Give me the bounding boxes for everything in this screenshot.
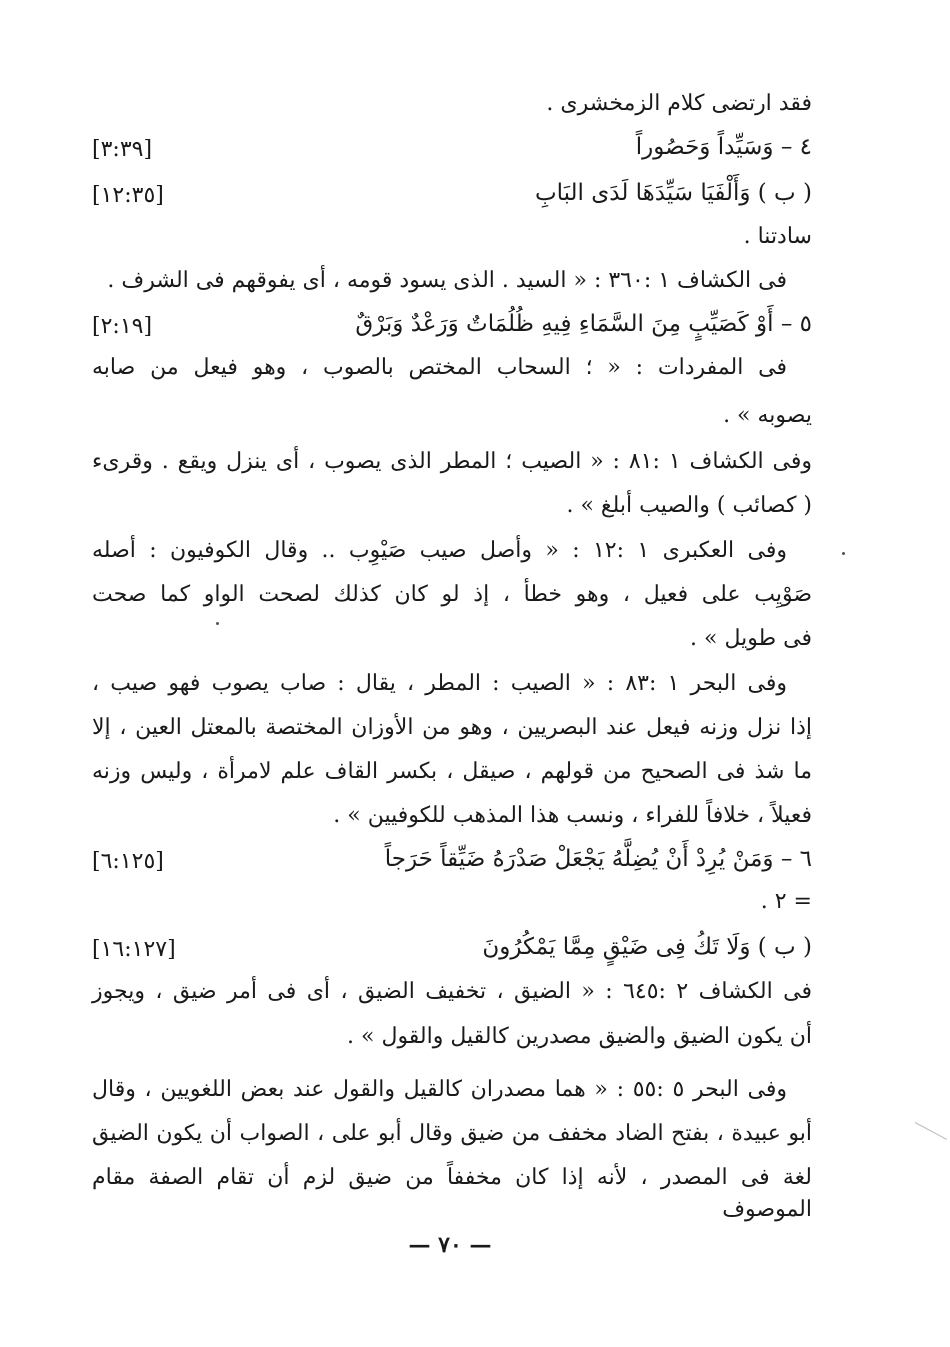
text-line: وفى العكبرى ١ :١٢ : « وأصل صيب صَيْوِب .. وقال الكوفيون : أصله: [92, 538, 788, 563]
text-line: صَوْيِب على فعيل ، وهو خطأ ، إذ لو كان كذلك لصحت الواو كما صحت: [92, 582, 812, 607]
verse-line: ٤ – وَسَيِّداً وَحَصُوراً: [635, 134, 812, 160]
text-line: فى الكشاف ١ :٣٦٠ : « السيد . الذى يسود قومه ، أى يفوقهم فى الشرف .: [107, 268, 787, 293]
verse-line: ( ب ) وَلَا تَكُ فِى ضَيْقٍ مِمَّا يَمْكُرُونَ: [482, 934, 812, 960]
text-line: ما شذ فى الصحيح من قولهم ، صيقل ، بكسر القاف علم لامرأة ، وليس وزنه: [92, 759, 812, 784]
text-line: وفى البحر ٥ :٥٥ : « هما مصدران كالقيل والقول عند بعض اللغويين ، وقال: [92, 1077, 787, 1102]
text-line: فقد ارتضى كلام الزمخشرى .: [546, 91, 812, 116]
text-line: يصوبه » .: [723, 403, 812, 428]
verse-line: ٦ – وَمَنْ يُرِدْ أَنْ يُضِلَّهُ يَجْعَلْ صَدْرَهُ ضَيِّقاً حَرَجاً: [384, 846, 812, 872]
verse-reference: [١٢:٣٥]: [92, 183, 164, 208]
scan-speck: [216, 622, 219, 625]
text-line: سادتنا .: [743, 224, 812, 249]
verse-reference: [٦:١٢٥]: [92, 849, 164, 874]
text-line: وفى البحر ١ :٨٣ : « الصيب : المطر ، يقال : صاب يصوب فهو صيب ،: [92, 671, 787, 696]
text-line: فى الكشاف ٢ :٦٤٥ : « الضيق ، تخفيف الضيق ، أى فى أمر ضيق ، ويجوز: [92, 979, 812, 1004]
text-line: إذا نزل وزنه فيعل عند البصريين ، وهو من الأوزان المختصة بالمعتل العين ، إلا: [92, 715, 812, 740]
verse-line: ( ب ) وَأَلْفَيَا سَيِّدَهَا لَدَى البَابِ: [534, 180, 812, 206]
verse-line: ٥ – أَوْ كَصَيِّبٍ مِنَ السَّمَاءِ فِيهِ ظُلُمَاتٌ وَرَعْدٌ وَبَرْقٌ: [355, 311, 812, 337]
scan-mark: [915, 1122, 947, 1140]
verse-reference: [٢:١٩]: [92, 314, 153, 339]
verse-reference: [٣:٣٩]: [92, 137, 153, 162]
text-line: لغة فى المصدر ، لأنه إذا كان مخففاً من ضيق لزم أن تقام الصفة مقام الموصوف: [92, 1165, 812, 1222]
text-line: فى طويل » .: [690, 626, 812, 651]
text-line: وفى الكشاف ١ :٨١ : « الصيب ؛ المطر الذى يصوب ، أى ينزل ويقع . وقرىء: [92, 449, 812, 474]
text-line: أبو عبيدة ، بفتح الضاد مخفف من ضيق وقال أبو على ، الصواب أن يكون الضيق: [92, 1121, 812, 1146]
text-line: فعيلاً ، خلافاً للفراء ، ونسب هذا المذهب للكوفيين » .: [333, 803, 812, 828]
text-line: ( كصائب ) والصيب أبلغ » .: [566, 493, 812, 518]
page-number: — ٧٠ —: [408, 1232, 492, 1258]
text-line: فى المفردات : « ؛ السحاب المختص بالصوب ، وهو فيعل من صابه: [92, 355, 787, 380]
text-line: = ٢ .: [760, 889, 812, 914]
verse-reference: [١٦:١٢٧]: [92, 937, 176, 962]
scan-speck: [842, 552, 845, 555]
text-line: أن يكون الضيق والضيق مصدرين كالقيل والقول » .: [347, 1024, 812, 1049]
